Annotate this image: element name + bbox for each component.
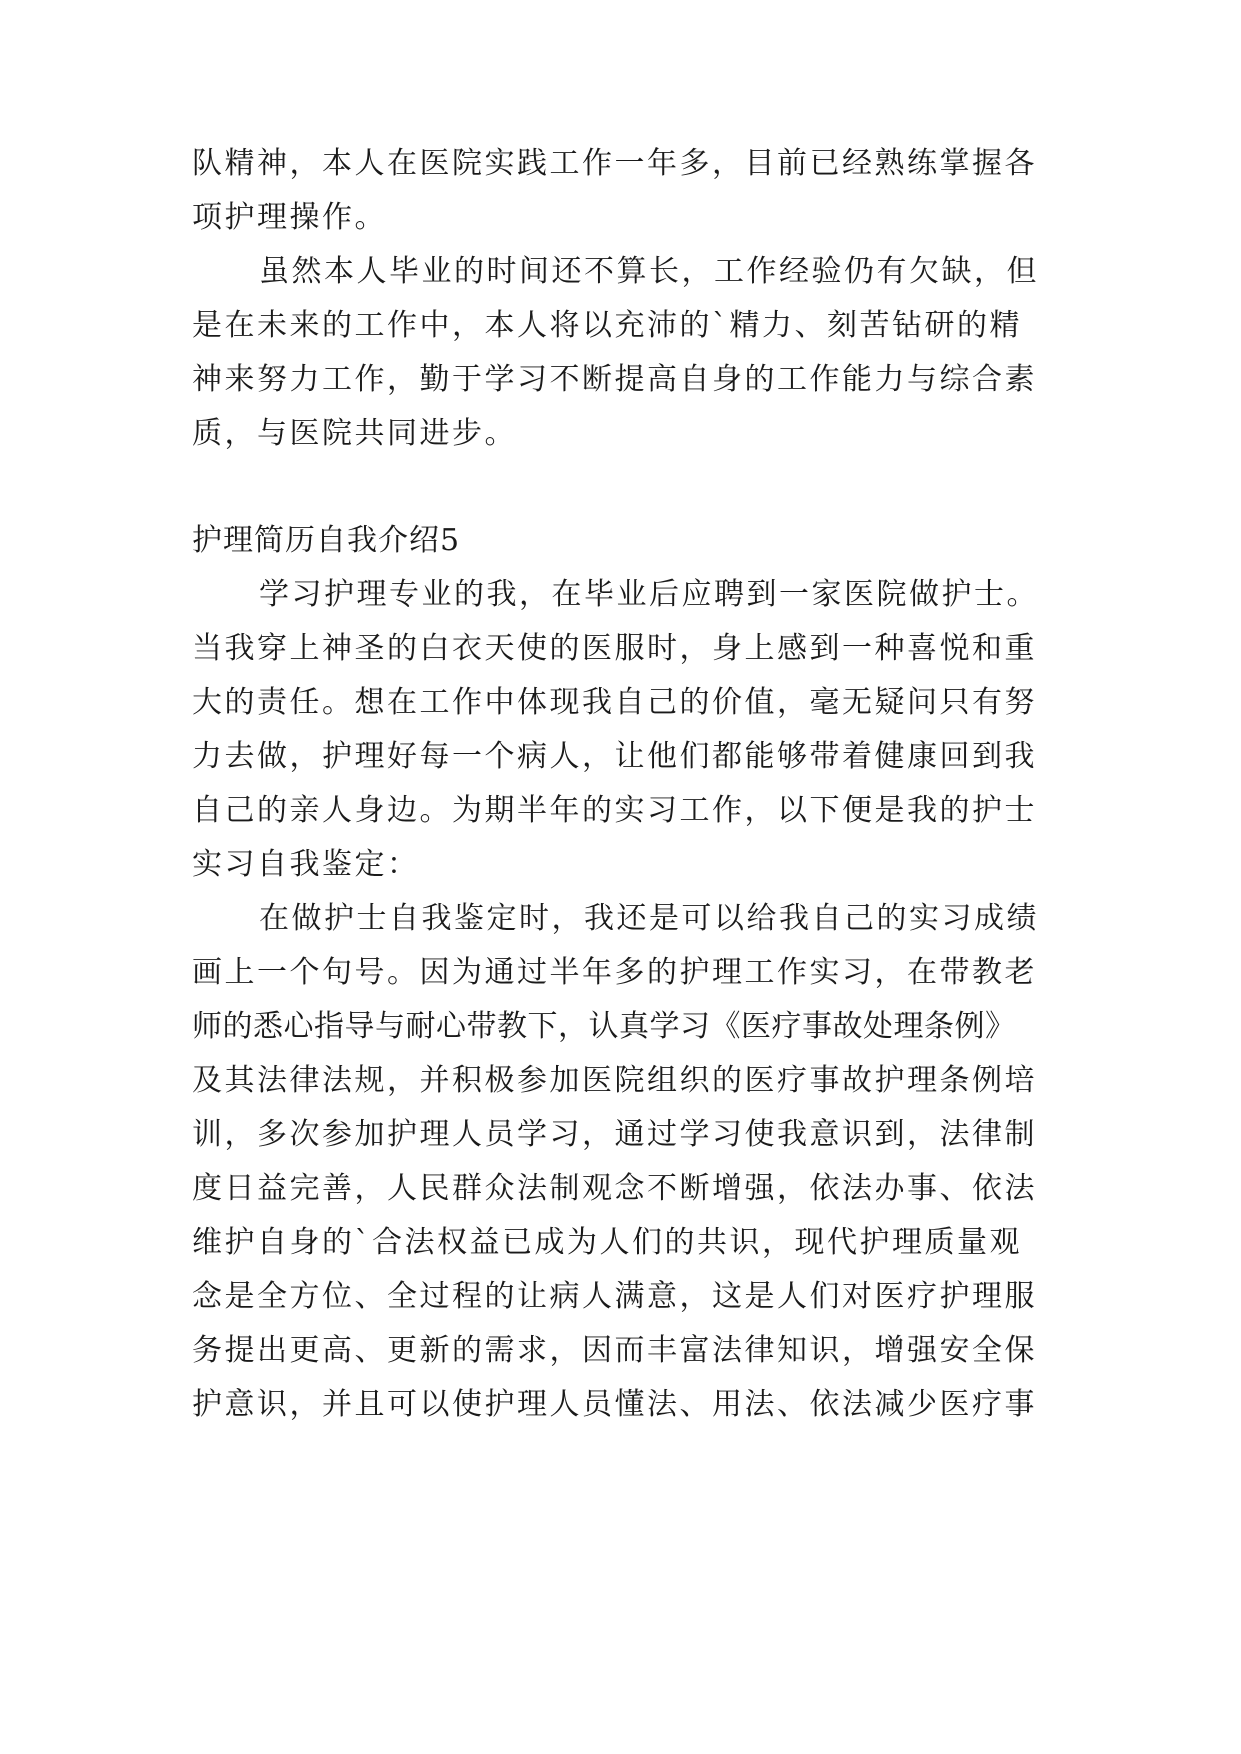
paragraph-4-line-6: 度日益完善，人民群众法制观念不断增强，依法办事、依法 xyxy=(192,1171,1037,1206)
paragraph-4-line-4: 及其法律法规，并积极参加医院组织的医疗事故护理条例培 xyxy=(192,1063,1037,1098)
paragraph-3-line-6: 实习自我鉴定： xyxy=(192,847,420,882)
paragraph-4-line-2: 画上一个句号。因为通过半年多的护理工作实习，在带教老 xyxy=(192,955,1037,990)
paragraph-3-line-4: 力去做，护理好每一个病人，让他们都能够带着健康回到我 xyxy=(192,739,1037,774)
paragraph-3-line-2: 当我穿上神圣的白衣天使的医服时，身上感到一种喜悦和重 xyxy=(192,631,1037,666)
paragraph-2-line-4: 质，与医院共同进步。 xyxy=(192,416,517,451)
paragraph-1-line-2: 项护理操作。 xyxy=(192,200,387,235)
paragraph-4-line-9: 务提出更高、更新的需求，因而丰富法律知识，增强安全保 xyxy=(192,1333,1037,1368)
paragraph-4-line-5: 训，多次参加护理人员学习，通过学习使我意识到，法律制 xyxy=(192,1117,1037,1152)
paragraph-2-line-2: 是在未来的工作中，本人将以充沛的`精力、刻苦钻研的精 xyxy=(192,308,1022,343)
paragraph-3-line-1: 学习护理专业的我，在毕业后应聘到一家医院做护士。 xyxy=(259,577,1039,612)
paragraph-4-line-10: 护意识，并且可以使护理人员懂法、用法、依法减少医疗事 xyxy=(192,1387,1037,1422)
paragraph-4-line-3: 师的悉心指导与耐心带教下，认真学习《医疗事故处理条例》 xyxy=(192,1009,1016,1044)
paragraph-3-line-3: 大的责任。想在工作中体现我自己的价值，毫无疑问只有努 xyxy=(192,685,1037,720)
paragraph-4-line-8: 念是全方位、全过程的让病人满意，这是人们对医疗护理服 xyxy=(192,1279,1037,1314)
paragraph-4-line-7: 维护自身的`合法权益已成为人们的共识，现代护理质量观 xyxy=(192,1225,1022,1260)
paragraph-4-line-1: 在做护士自我鉴定时，我还是可以给我自己的实习成绩 xyxy=(259,901,1039,936)
section-heading: 护理简历自我介绍5 xyxy=(192,523,461,558)
paragraph-2-line-1: 虽然本人毕业的时间还不算长，工作经验仍有欠缺，但 xyxy=(259,254,1039,289)
paragraph-2-line-3: 神来努力工作，勤于学习不断提高自身的工作能力与综合素 xyxy=(192,362,1037,397)
paragraph-3-line-5: 自己的亲人身边。为期半年的实习工作，以下便是我的护士 xyxy=(192,793,1037,828)
paragraph-1-line-1: 队精神，本人在医院实践工作一年多，目前已经熟练掌握各 xyxy=(192,146,1037,181)
